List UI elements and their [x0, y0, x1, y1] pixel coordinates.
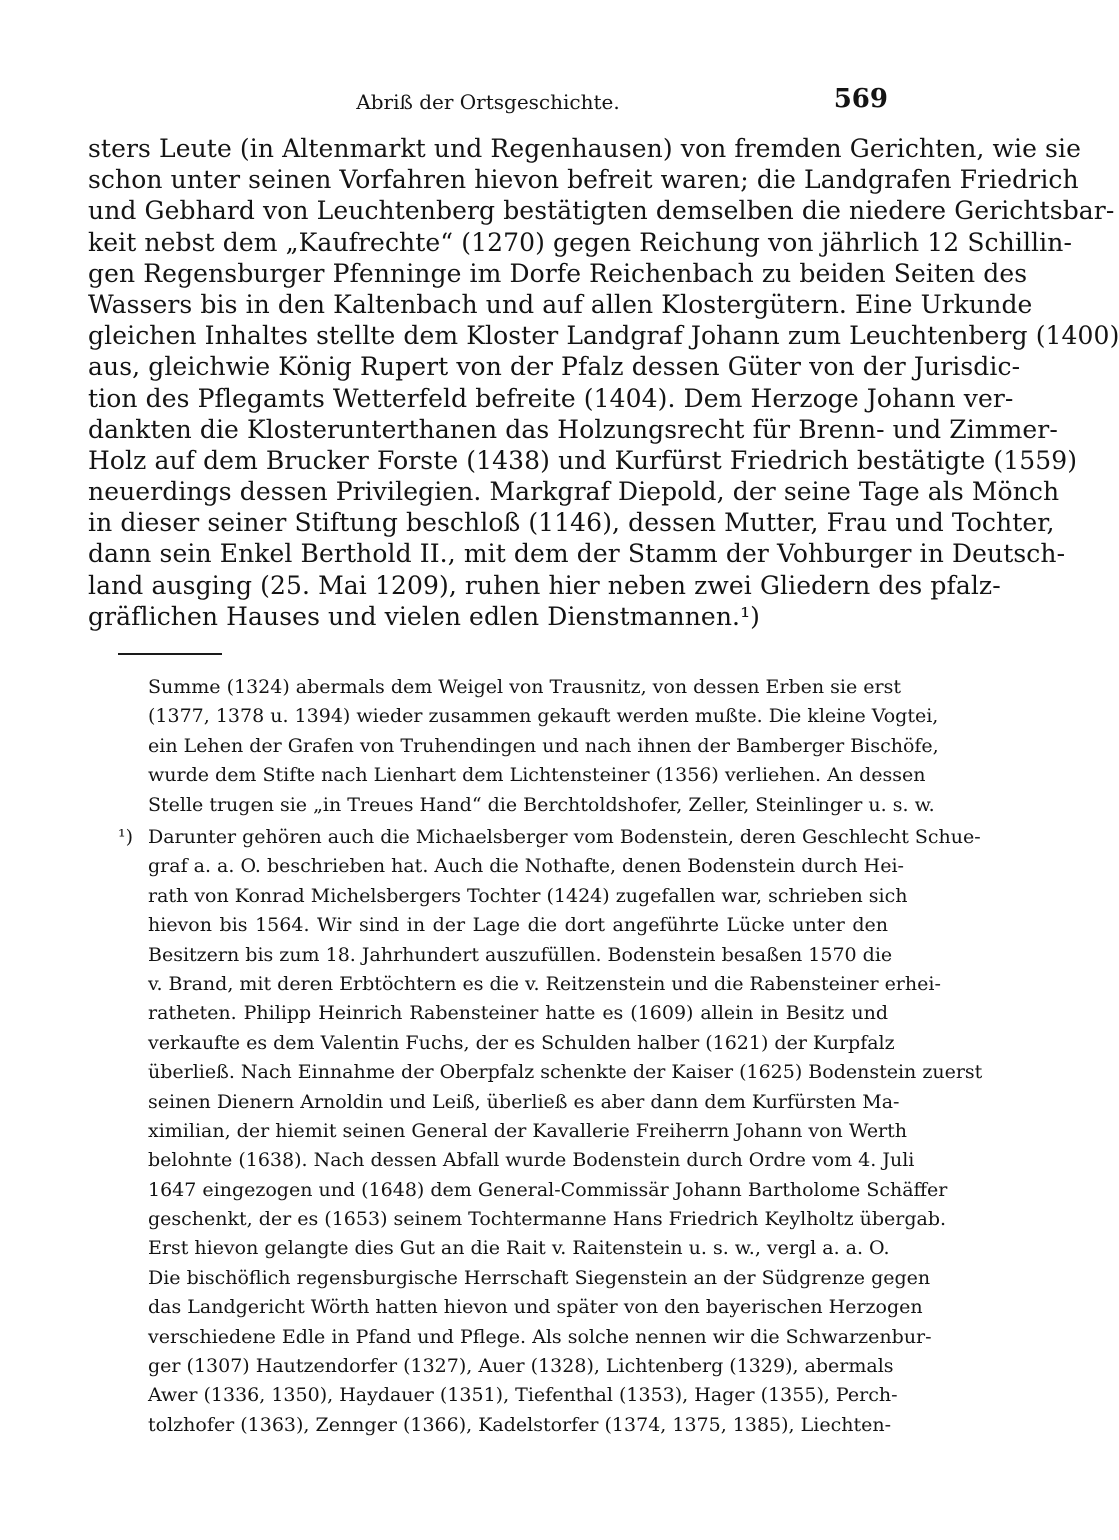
footnote-line: ximilian, der hiemit seinen General der Kavallerie Freiherrn Johann von Werth — [148, 1119, 908, 1142]
footnote-line: Die bischöflich regensburgische Herrschaft Siegenstein an der Südgrenze gegen — [148, 1266, 931, 1289]
footnote-continued — [148, 673, 939, 820]
text-line: tion des Pflegamts Wetterfeld befreite (1404). Dem Herzoge Johann ver- — [88, 383, 1014, 413]
text-line: sters Leute (in Altenmarkt und Regenhausen) von fremden Gerichten, wie sie — [88, 134, 1081, 163]
text-line: neuerdings dessen Privilegien. Markgraf Diepold, der seine Tage als Mönch — [88, 477, 1060, 507]
main-text — [88, 133, 1119, 632]
footnote-line: belohnte (1638). Nach dessen Abfall wurde Bodenstein durch Ordre vom 4. Juli — [148, 1149, 915, 1172]
text-line: in dieser seiner Stiftung beschloß (1146), dessen Mutter, Frau und Tochter, — [88, 508, 1055, 538]
footnote-line: Besitzern bis zum 18. Jahrhundert auszufüllen. Bodenstein besaßen 1570 die — [148, 943, 893, 966]
footnote-line: Darunter gehören auch die Michaelsberger vom Bodenstein, deren Geschlecht Schue- — [148, 826, 981, 848]
footnote-line: Awer (1336, 1350), Haydauer (1351), Tiefenthal (1353), Hager (1355), Perch- — [148, 1384, 898, 1407]
footnote-line: überließ. Nach Einnahme der Oberpfalz schenkte der Kaiser (1625) Bodenstein zuerst — [148, 1061, 983, 1084]
footnote-line: ein Lehen der Grafen von Truhendingen und nach ihnen der Bamberger Bischöfe, — [148, 734, 939, 757]
footnote-line: verschiedene Edle in Pfand und Pflege. Als solche nennen wir die Schwarzenbur- — [148, 1325, 932, 1348]
text-line: dankten die Klosterunterthanen das Holzungsrecht für Brenn- und Zimmer- — [88, 414, 1058, 444]
text-line: gräflichen Hauses und vielen edlen Dienstmannen.¹) — [88, 601, 761, 631]
footnote-line: ger (1307) Hautzendorfer (1327), Auer (1328), Lichtenberg (1329), abermals — [148, 1355, 894, 1378]
footnote-line: rath von Konrad Michelsbergers Tochter (1424) zugefallen war, schrieben sich — [148, 884, 908, 907]
text-line: Holz auf dem Brucker Forste (1438) und Kurfürst Friedrich bestätigte (1559) — [88, 445, 1078, 475]
footnote-line: geschenkt, der es (1653) seinem Tochtermanne Hans Friedrich Keylholtz übergab. — [148, 1208, 947, 1231]
footnote-line: tolzhofer (1363), Zennger (1366), Kadelstorfer (1374, 1375, 1385), Liechten- — [148, 1413, 891, 1436]
footnote-divider — [118, 653, 222, 655]
footnote-line: Erst hievon gelangte dies Gut an die Rait v. Raitenstein u. s. w., vergl a. a. O. — [148, 1237, 890, 1260]
text-line: land ausging (25. Mai 1209), ruhen hier neben zwei Gliedern des pfalz- — [88, 570, 1001, 600]
footnote-line: seinen Dienern Arnoldin und Leiß, überließ es aber dann dem Kurfürsten Ma- — [148, 1090, 900, 1113]
text-line: Wassers bis in den Kaltenbach und auf allen Klostergütern. Eine Urkunde — [88, 289, 1033, 319]
text-line: schon unter seinen Vorfahren hievon befreit waren; die Landgrafen Friedrich — [88, 165, 1079, 195]
text-line: und Gebhard von Leuchtenberg bestätigten demselben die niedere Gerichtsbar- — [88, 196, 1115, 226]
footnote-line: 1647 eingezogen und (1648) dem General-Commissär Johann Bartholome Schäffer — [148, 1178, 948, 1201]
footnote-marker: ¹) — [118, 826, 134, 848]
footnote-line: Summe (1324) abermals dem Weigel von Trausnitz, von dessen Erben sie erst — [148, 676, 901, 698]
text-line: keit nebst dem „Kaufrechte“ (1270) gegen Reichung von jährlich 12 Schillin- — [88, 227, 1072, 257]
footnote-line: (1377, 1378 u. 1394) wieder zusammen gekauft werden mußte. Die kleine Vogtei, — [148, 705, 939, 728]
footnote-1 — [118, 823, 983, 1440]
footnote-line: Stelle trugen sie „in Treues Hand“ die Berchtoldshofer, Zeller, Steinlinger u. s. w. — [148, 793, 935, 816]
text-line: gen Regensburger Pfenninge im Dorfe Reichenbach zu beiden Seiten des — [88, 258, 1028, 288]
footnote-line: das Landgericht Wörth hatten hievon und später von den bayerischen Herzogen — [148, 1296, 923, 1319]
footnote-line: v. Brand, mit deren Erbtöchtern es die v. Reitzenstein und die Rabensteiner erhei- — [148, 972, 941, 995]
text-line: aus, gleichwie König Rupert von der Pfalz dessen Güter von der Jurisdic- — [88, 352, 1021, 382]
footnote-line: verkaufte es dem Valentin Fuchs, der es Schulden halber (1621) der Kurpfalz — [148, 1031, 895, 1054]
running-head — [88, 82, 888, 122]
footnote-line: graf a. a. O. beschrieben hat. Auch die Nothafte, denen Bodenstein durch Hei- — [148, 855, 904, 878]
text-line: dann sein Enkel Berthold II., mit dem der Stamm der Vohburger in Deutsch- — [88, 539, 1066, 569]
footnote-line: wurde dem Stifte nach Lienhart dem Lichtensteiner (1356) verliehen. An dessen — [148, 764, 926, 787]
running-title: Abriß der Ortsgeschichte. — [356, 90, 620, 114]
footnote-line: hievon bis 1564. Wir sind in der Lage die dort angeführte Lücke unter den — [148, 914, 888, 937]
footnote-line: ratheten. Philipp Heinrich Rabensteiner hatte es (1609) allein in Besitz und — [148, 1002, 888, 1025]
page-number: 569 — [833, 84, 888, 114]
text-line: gleichen Inhaltes stellte dem Kloster Landgraf Johann zum Leuchtenberg (1400) — [88, 321, 1119, 351]
